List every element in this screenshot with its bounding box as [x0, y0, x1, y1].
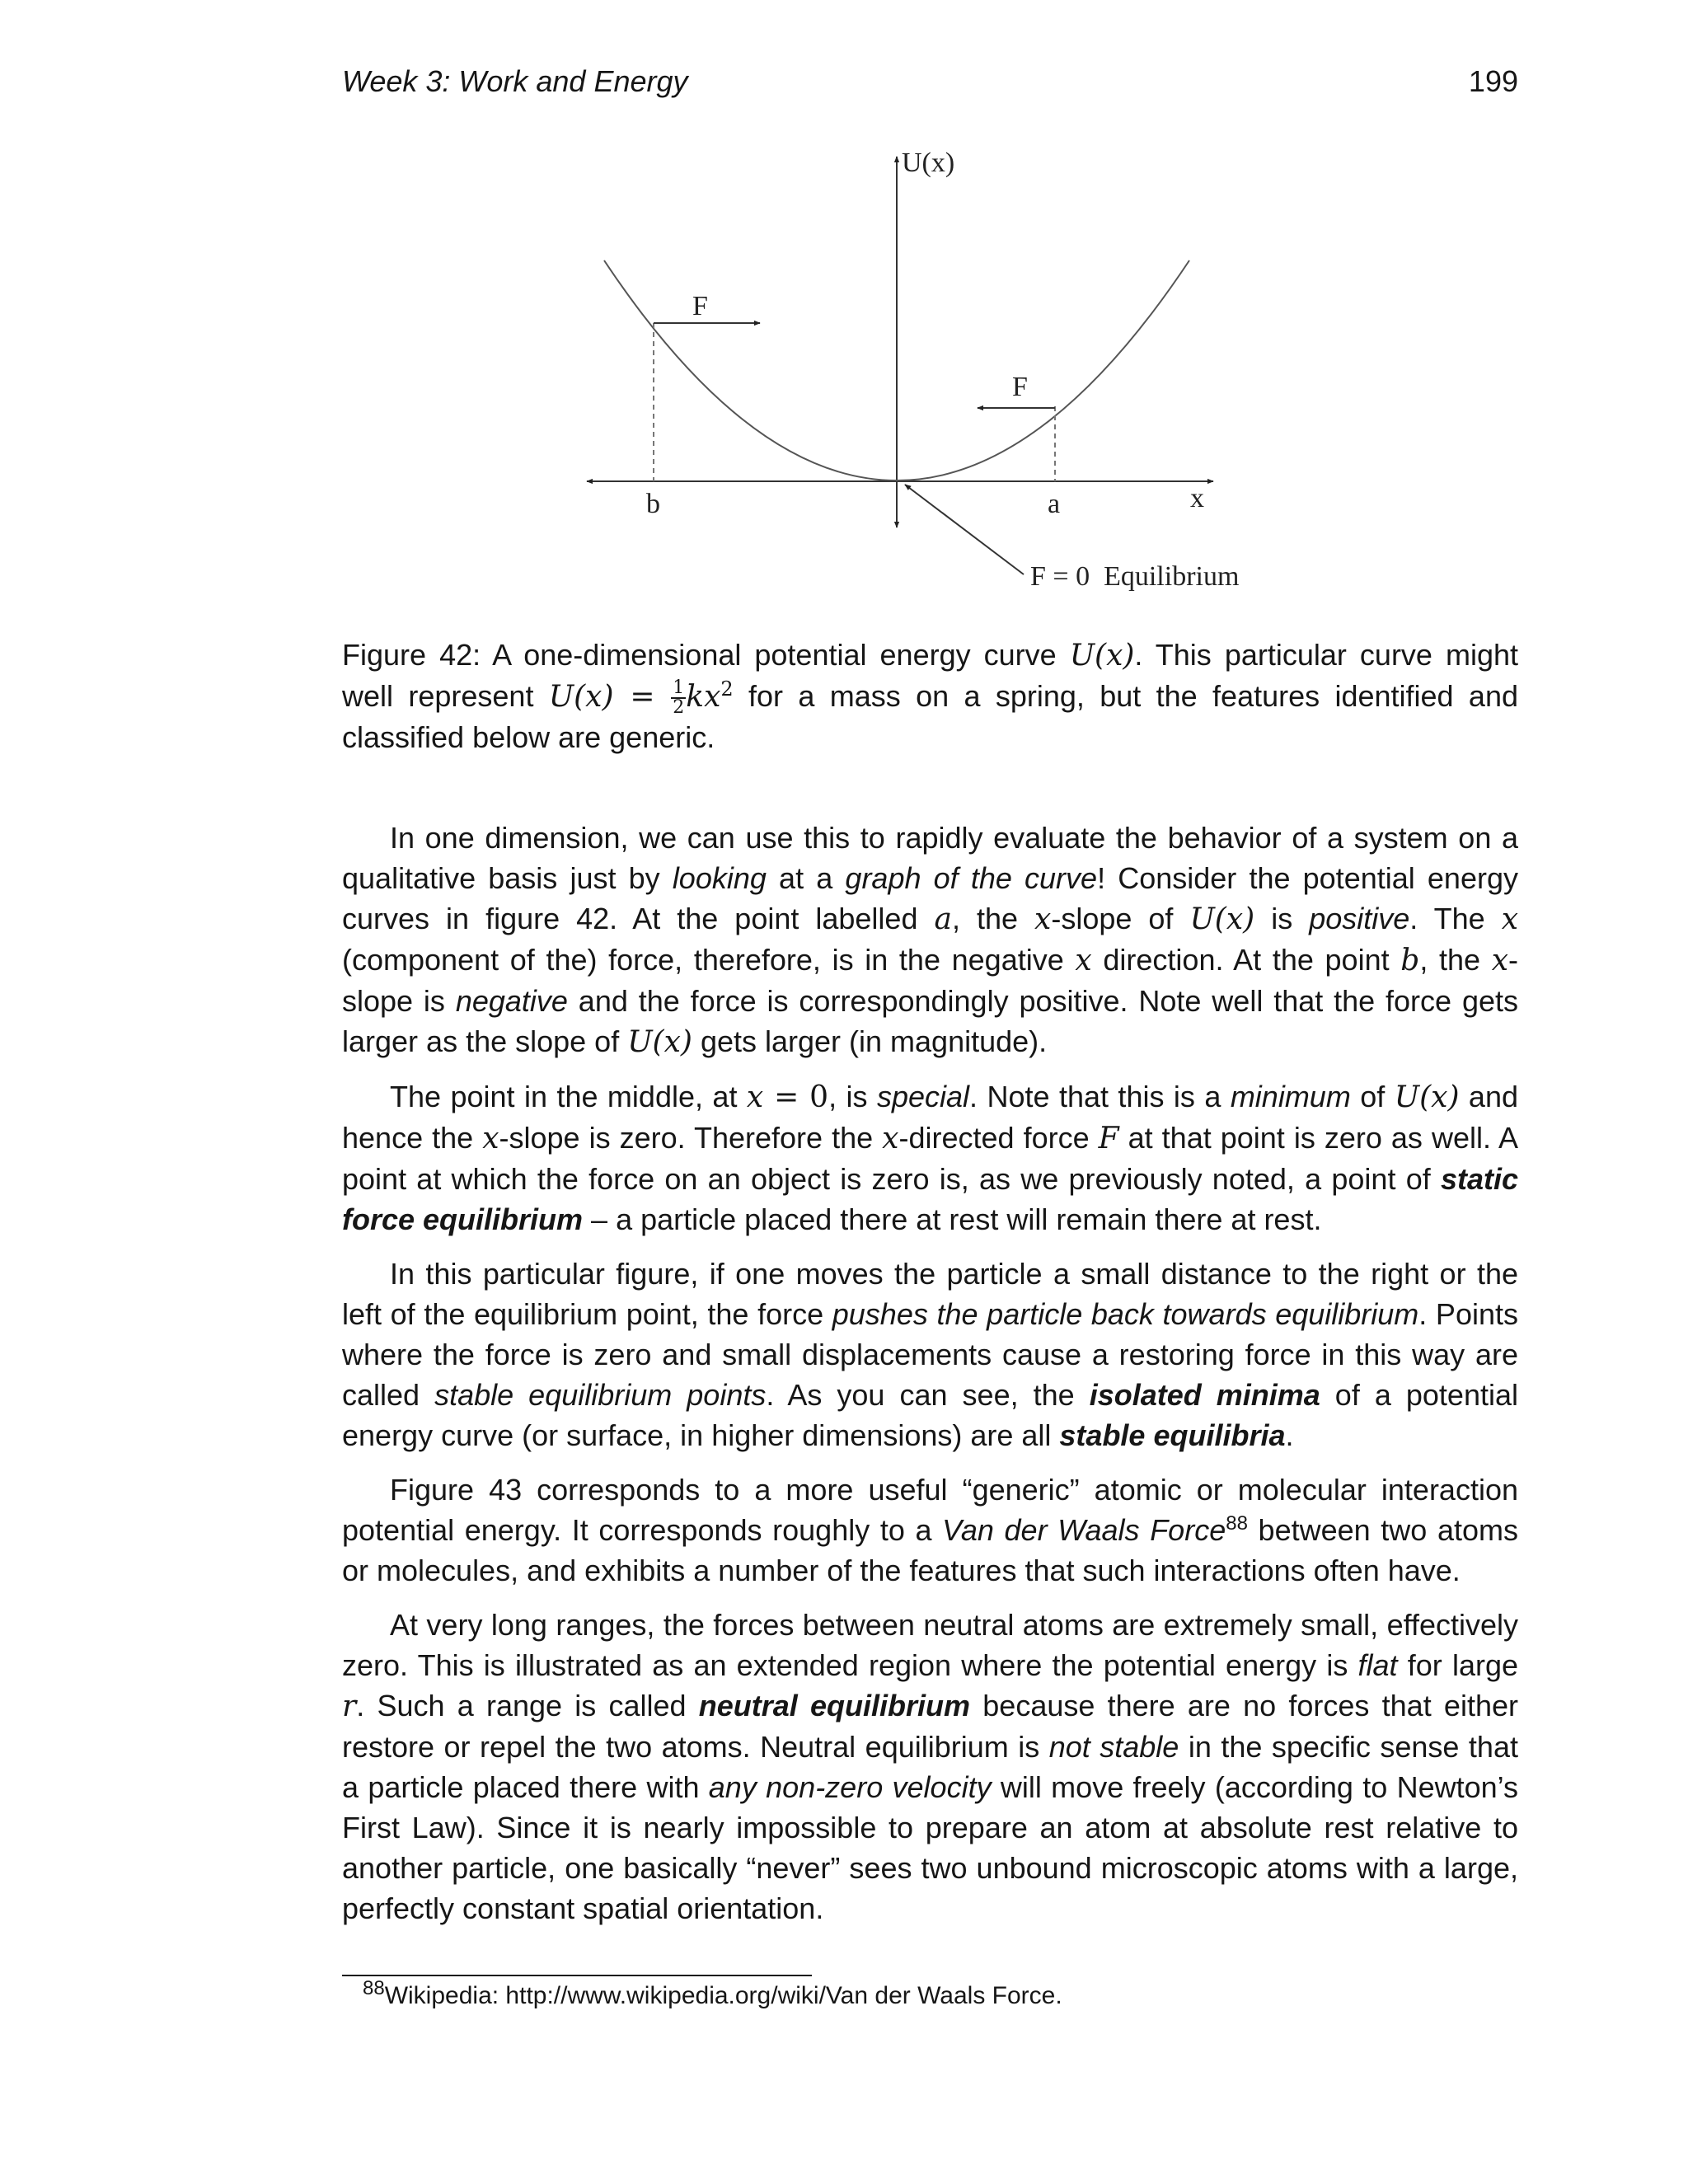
paragraph-1: In one dimension, we can use this to rapidly evaluate the behavior of a system on a qualitative basis just by looking at a graph of the curve! Consider the potential energy curves in figure 42. At the point labelled a, the x-slope of U(x) is positive. The x (component of the) force, therefore, is in the negative x direction. At the point b, the x-slope is negative and the force is correspondingly positive. Note well that the force gets larger as the slope of U(x) gets larger (in magnitude).: [342, 821, 1519, 1059]
body-text: [342, 818, 1518, 1943]
equilibrium-pointer: [905, 485, 1024, 574]
page-number: 199: [1468, 64, 1518, 98]
paragraph-3: In this particular figure, if one moves the particle a small distance to the right or the left of the equilibrium point, the force pushes the particle back towards equilibrium. Points where the force is zero and small displacements cause a restoring force in this way are called stable equilibrium points. As you can see, the isolated minima of a potential energy curve (or surface, in higher dimensions) are all stable equilibria.: [342, 1257, 1518, 1452]
chapter-title: Week 3: Work and Energy: [342, 64, 688, 98]
point-b-label: b: [646, 489, 660, 519]
fraction-one-half: $\frac{1}{2}$: [673, 677, 685, 719]
y-axis-label: U(x): [902, 148, 955, 178]
footnote: [363, 1977, 1062, 2013]
footnote-number: 88: [363, 1977, 385, 1999]
force-label-left: F: [692, 291, 708, 321]
paragraph-4: Figure 43 corresponds to a more useful “generic” atomic or molecular interaction potential energy. It corresponds roughly to a Van der Waals Force$^{88}$ between two atoms or molecules, and exhibits a number of the features that such interactions often have.: [342, 1473, 1518, 1587]
equilibrium-label: F = 0 Equilibrium: [1030, 561, 1240, 592]
footnote-reference[interactable]: 88: [1226, 1512, 1248, 1535]
paragraph-5: At very long ranges, the forces between neutral atoms are extremely small, effectively zero. This is illustrated as an extended region where the potential energy is flat for large r. Such a range is called neutral equilibrium because there are no forces that either restore or repel the two atoms. Neutral equilibrium is not stable in the specific sense that a particle placed there with any non-zero velocity will move freely (according to Newton’s First Law). Since it is nearly impossible to prepare an atom at absolute rest relative to another particle, one basically “never” sees two unbound microscopic atoms with a large, perfectly constant spatial orientation.: [342, 1608, 1518, 1925]
paragraph-2: The point in the middle, at x = 0, is special. Note that this is a minimum of U(x) and hence the x-slope is zero. Therefore the x-directed force F at that point is zero as well. A point at which the force on an object is zero is, as we previously noted, a point of static force equilibrium – a particle placed there at rest will remain there at rest.: [342, 1080, 1519, 1236]
force-label-right: F: [1012, 372, 1028, 402]
footnote-text[interactable]: Wikipedia: http://www.wikipedia.org/wiki/Van der Waals Force.: [384, 1982, 1062, 2009]
footnote-divider: [342, 1975, 812, 1976]
potential-energy-figure: [0, 0, 1688, 626]
figure-caption: Figure 42: A one-dimensional potential energy curve U(x). This particular curve might well represent U(x) = $\frac{1}{2}$ $kx^2$ for a mass on a spring, but the features identified and classified below are generic.: [342, 638, 1519, 755]
x-axis-label: x: [1190, 483, 1204, 513]
point-a-label: a: [1048, 489, 1061, 519]
